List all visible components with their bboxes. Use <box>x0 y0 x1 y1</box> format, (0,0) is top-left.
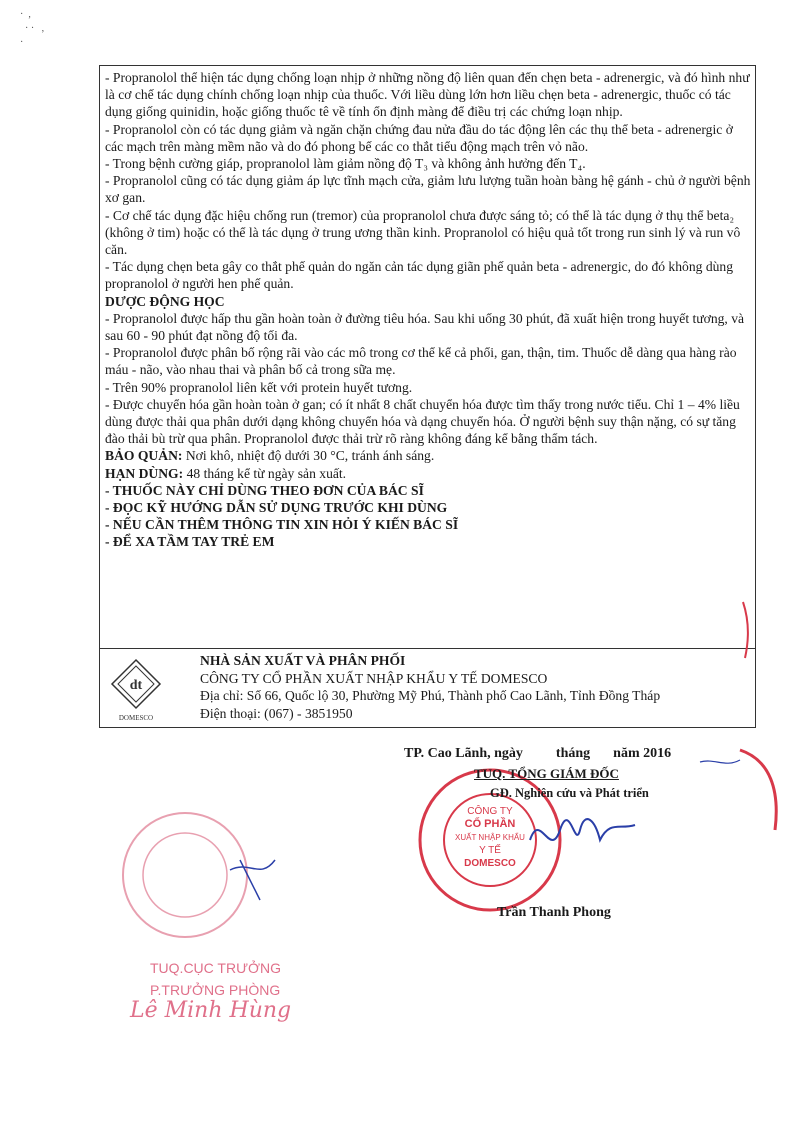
pharmacokinetics-heading: DƯỢC ĐỘNG HỌC <box>105 293 225 309</box>
body-paragraph-1: - Propranolol thể hiện tác dụng chống loạn nhịp ở những nồng độ liên quan đến chẹn beta - adrenergic, và đó hình như là cơ chế tác dụng chính chống loạn nhịp của thuốc. Với liều dùng lớn hơn liều chẹn beta - adrenergic, thuốc có tác dụng giống quinidin, hoặc giống thuốc tê về tính ổn định màng để điều trị các chứng loạn nhịp. <box>105 70 750 120</box>
scan-specks: · , · · , · <box>20 9 45 48</box>
place-date-line <box>404 746 671 762</box>
stamp-text-1: CÔNG TY <box>467 806 513 817</box>
edge-mark <box>735 600 755 660</box>
director-title: TUQ. TỔNG GIÁM ĐỐC <box>474 766 619 781</box>
pk-paragraph-3: - Trên 90% propranolol liên kết với protein huyết tương. <box>105 379 413 395</box>
authority-seal <box>110 800 280 950</box>
domesco-logo <box>108 658 164 724</box>
approval-signature-name: Lê Minh Hùng <box>130 998 292 1023</box>
manufacturer-heading: NHÀ SẢN XUẤT VÀ PHÂN PHỐI <box>200 653 406 668</box>
warning-2: - ĐỌC KỸ HƯỚNG DẪN SỬ DỤNG TRƯỚC KHI DÙNG <box>105 500 448 516</box>
logo-text: DOMESCO <box>118 714 154 722</box>
department-title: GĐ. Nghiên cứu và Phát triển <box>490 786 649 800</box>
body-paragraph-3: - Trong bệnh cường giáp, propranolol làm giảm nồng độ T₃ và không ảnh hưởng đến T₄. <box>105 156 586 172</box>
pk-paragraph-4: - Được chuyển hóa gần hoàn toàn ở gan; có ít nhất 8 chất chuyển hóa được tìm thấy trong nước tiểu. Chỉ 1 – 4% liều dùng được thải qua phân dưới dạng không chuyển hóa và dạng chuyển hóa. Ở người bệnh suy thận nặng, có sự tăng đào thải bù trừ qua phân. Propranolol được thải trừ rõ ràng không đáng kể bằng thẩm tách. <box>105 396 740 447</box>
svg-text:dt: dt <box>129 678 143 693</box>
warning-3: - NẾU CẦN THÊM THÔNG TIN XIN HỎI Ý KIẾN BÁC SĨ <box>105 517 459 533</box>
expiry-label: HẠN DÙNG: <box>105 465 184 481</box>
storage-line <box>105 447 753 464</box>
body-paragraph-4: - Propranolol cũng có tác dụng giảm áp lực tĩnh mạch cửa, giảm lưu lượng tuần hoàn bàng hệ gánh - chủ ở người bệnh xơ gan. <box>105 173 751 206</box>
content-area <box>105 69 753 551</box>
stamp-text-5: DOMESCO <box>464 858 516 869</box>
warning-4: - ĐỂ XA TẦM TAY TRẺ EM <box>105 534 275 550</box>
expiry-text: 48 tháng kể từ ngày sản xuất. <box>183 465 347 481</box>
footer-text <box>200 652 660 722</box>
signer-name: Trần Thanh Phong <box>497 905 611 920</box>
company-phone: Điện thoại: (067) - 3851950 <box>200 705 353 721</box>
stamp-text-3: XUẤT NHẬP KHẨU <box>455 833 525 842</box>
pk-paragraph-1: - Propranolol được hấp thu gần hoàn toàn ở đường tiêu hóa. Sau khi uống 30 phút, đã xuất hiện trong huyết tương, và sau 60 - 90 phút đạt nồng độ tối đa. <box>105 310 745 344</box>
body-paragraph-5: - Cơ chế tác dụng đặc hiệu chống run (tremor) của propranolol chưa được sáng tỏ; có thể là tác dụng ở thụ thể beta₂ (không ở tim) hoặc có thể là tác dụng ở trung ương thần kinh. Propranolol có hiệu quả tốt trong run sinh lý và run vô căn. <box>105 207 741 258</box>
company-address: Địa chỉ: Số 66, Quốc lộ 30, Phường Mỹ Phú, Thành phố Cao Lãnh, Tỉnh Đồng Tháp <box>200 688 661 703</box>
stamp-text-2: CỔ PHẦN <box>464 818 516 830</box>
place-date-month: tháng <box>555 746 591 761</box>
body-paragraph-2: - Propranolol còn có tác dụng giảm và ngăn chặn chứng đau nửa đầu do tác động lên các thụ thể beta - adrenergic ở các mạch trên màng mềm não và do đó phong bế các co thắt tiểu động mạch trên vỏ não. <box>105 121 733 154</box>
approval-line-1: TUQ.CỤC TRƯỞNG <box>150 960 282 976</box>
storage-label: BẢO QUẢN: <box>105 448 183 464</box>
body-paragraph-6: - Tác dụng chẹn beta gây co thắt phế quản do ngăn cản tác dụng giãn phế quản beta - adrenergic, do đó không dùng propranolol ở người hen phế quản. <box>105 259 734 292</box>
pk-paragraph-2: - Propranolol được phân bố rộng rãi vào các mô trong cơ thể kể cả phổi, gan, thận, tim. Thuốc dễ dàng qua hàng rào máu - não, vào nhau thai và phân bố cả trong sữa mẹ. <box>105 345 737 378</box>
place-date-place: TP. Cao Lãnh, ngày <box>404 746 523 761</box>
manufacturer-footer <box>100 648 755 728</box>
company-name: CÔNG TY CỔ PHẦN XUẤT NHẬP KHẨU Y TẾ DOMESCO <box>200 670 548 686</box>
place-date-year: năm 2016 <box>613 746 672 761</box>
document-box <box>99 65 756 728</box>
warning-1: - THUỐC NÀY CHỈ DÙNG THEO ĐƠN CỦA BÁC SĨ <box>105 482 424 498</box>
expiry-line <box>105 465 753 482</box>
approval-line-2: P.TRƯỞNG PHÒNG <box>150 982 281 998</box>
director-signature <box>520 800 640 870</box>
partial-stamp-right <box>680 740 790 840</box>
storage-text: Nơi khô, nhiệt độ dưới 30 °C, tránh ánh sáng. <box>182 448 435 464</box>
stamp-text-4: Y TẾ <box>479 845 501 856</box>
